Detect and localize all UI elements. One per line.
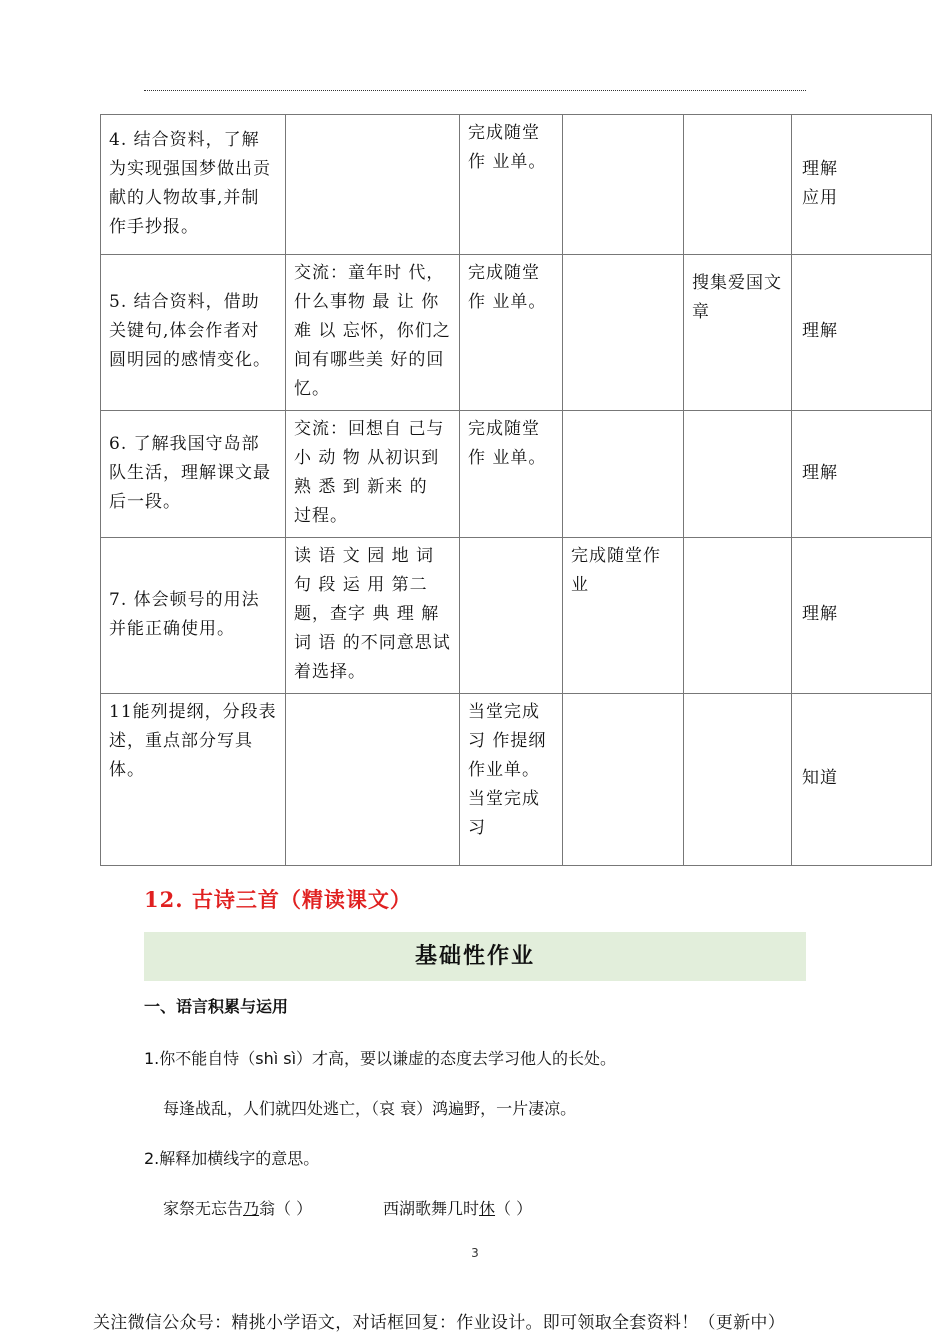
question-1-line-1: 1.你不能自恃（shì sì）才高，要以谦虚的态度去学习他人的长处。 [144,1049,617,1068]
level-cell: 理解 [792,538,932,694]
activity-cell [286,694,460,866]
activity-cell [286,115,460,255]
question-2-item-b [383,1196,532,1219]
table-row [101,411,932,538]
table-row [101,255,932,411]
table-row [101,694,932,866]
goal-cell: 11能列提纲，分段表述，重点部分写具体。 [101,694,286,866]
table-row [101,115,932,255]
item-b-prefix: 西湖歌舞几时 [383,1199,480,1218]
item-a-underlined-word: 乃 [243,1199,260,1218]
goal-cell: 7. 体会顿号的用法并能正确使用。 [101,538,286,694]
extension-cell [563,115,684,255]
practice-cell [684,694,792,866]
homework-cell: 当堂完成习 作提纲作业单。 当堂完成习 [460,694,563,866]
homework-banner: 基础性作业 [144,932,806,981]
level-cell: 知道 [792,694,932,866]
practice-cell [684,115,792,255]
activity-cell: 交流：童年时 代，什么事物 最 让 你 难 以 忘怀，你们之 间有哪些美 好的回忆。 [286,255,460,411]
question-1-line-2: 每逢战乱，人们就四处逃亡，（哀 衰）鸿遍野，一片凄凉。 [163,1099,577,1118]
activity-cell: 交流：回想自 己与 小 动 物 从初识到熟 悉 到 新来 的 过程。 [286,411,460,538]
extension-cell [563,255,684,411]
lesson-plan-table [100,114,932,866]
goal-cell: 4. 结合资料，了解为实现强国梦做出贡献的人物故事,并制作手抄报。 [101,115,286,255]
homework-cell: 完成随堂作 业单。 [460,115,563,255]
section-title: 12. 古诗三首（精读课文） [144,887,412,912]
header-dotted-rule [144,90,806,91]
subheading: 一、语言积累与运用 [144,997,289,1016]
extension-cell: 完成随堂作业 [563,538,684,694]
item-b-underlined-word: 休 [479,1199,496,1218]
homework-cell: 完成随堂作 业单。 [460,411,563,538]
practice-cell [684,538,792,694]
question-2-title: 2.解释加横线字的意思。 [144,1149,320,1168]
homework-cell: 完成随堂作 业单。 [460,255,563,411]
activity-cell: 读 语 文 园 地 词句 段 运 用 第二题，查字 典 理 解词 语 的不同意思试着选择。 [286,538,460,694]
level-cell: 理解 应用 [792,115,932,255]
item-b-blank: （ ） [495,1199,533,1218]
extension-cell [563,411,684,538]
footer-notice: 关注微信公众号：精挑小学语文，对话框回复：作业设计。即可领取全套资料！（更新中） [93,1313,785,1333]
page-number: 3 [471,1246,479,1260]
goal-cell: 6. 了解我国守岛部队生活，理解课文最后一段。 [101,411,286,538]
practice-cell: 搜集爱国文章 [684,255,792,411]
table-row [101,538,932,694]
item-a-prefix: 家祭无忘告 [163,1199,244,1218]
practice-cell [684,411,792,538]
question-2-item-a [163,1196,312,1219]
item-a-blank: 翁（ ） [259,1199,313,1218]
level-cell: 理解 [792,411,932,538]
level-cell: 理解 [792,255,932,411]
goal-cell: 5. 结合资料，借助关键句,体会作者对圆明园的感情变化。 [101,255,286,411]
homework-cell [460,538,563,694]
extension-cell [563,694,684,866]
